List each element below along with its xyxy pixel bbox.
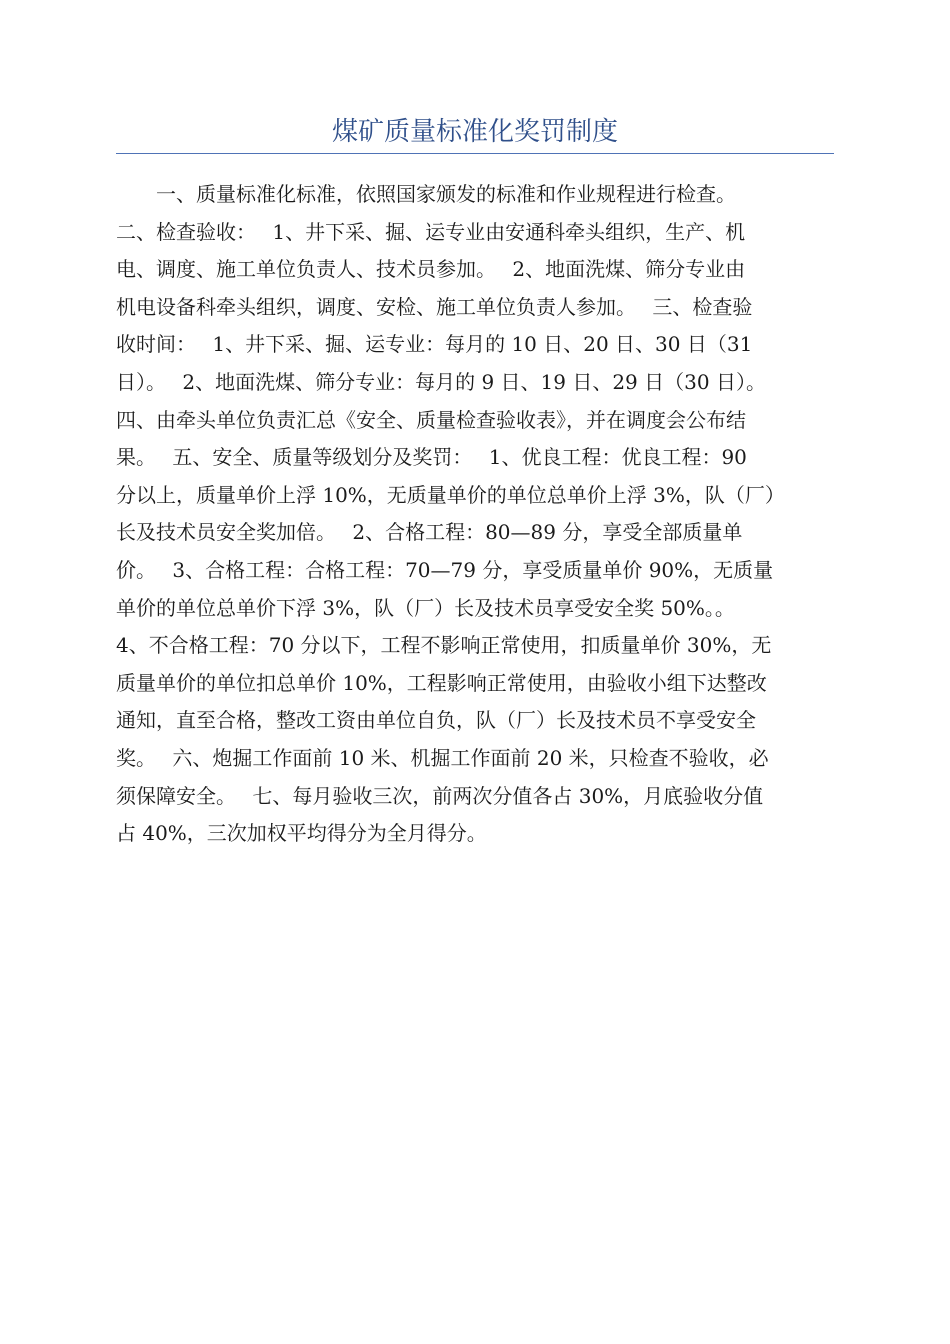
page-title: 煤矿质量标准化奖罚制度 — [331, 117, 618, 147]
text-line: 分以上，质量单价上浮 10%，无质量单价的单位总单价上浮 3%，队（厂） — [116, 482, 785, 507]
text-line: 奖。 六、炮掘工作面前 10 米、机掘工作面前 20 米，只检查不验收，必 — [116, 745, 769, 770]
text-line: 质量单价的单位扣总单价 10%，工程影响正常使用，由验收小组下达整改 — [116, 670, 767, 695]
text-line: 一、质量标准化标准，依照国家颁发的标准和作业规程进行检查。 — [116, 182, 736, 206]
text-line: 须保障安全。 七、每月验收三次，前两次分值各占 30%，月底验收分值 — [116, 783, 764, 808]
text-line: 收时间： 1、井下采、掘、运专业：每月的 10 日、20 日、30 日（31 — [116, 332, 753, 357]
text-line: 四、由牵头单位负责汇总《安全、质量检查验收表》，并在调度会公布结 — [116, 407, 746, 432]
body-text — [116, 176, 834, 853]
text-line: 4、不合格工程：70 分以下，工程不影响正常使用，扣质量单价 30%，无 — [116, 633, 772, 658]
text-line: 果。 五、安全、质量等级划分及奖罚： 1、优良工程：优良工程：90 — [116, 445, 747, 470]
text-line: 价。 3、合格工程：合格工程：70—79 分，享受质量单价 90%，无质量 — [116, 557, 774, 582]
text-line: 占 40%，三次加权平均得分为全月得分。 — [116, 821, 487, 846]
text-line: 日）。 2、地面洗煤、筛分专业：每月的 9 日、19 日、29 日（30 日）。 — [116, 369, 766, 394]
text-line: 长及技术员安全奖加倍。 2、合格工程：80—89 分，享受全部质量单 — [116, 520, 743, 545]
title-divider — [116, 153, 834, 154]
text-line: 机电设备科牵头组织，调度、安检、施工单位负责人参加。 三、检查验 — [116, 294, 753, 319]
text-line: 电、调度、施工单位负责人、技术员参加。 2、地面洗煤、筛分专业由 — [116, 257, 746, 282]
text-line: 通知，直至合格，整改工资由单位自负，队（厂）长及技术员不享受安全 — [116, 708, 756, 733]
text-line: 二、检查验收： 1、井下采、掘、运专业由安通科牵头组织，生产、机 — [116, 219, 746, 244]
text-line: 单价的单位总单价下浮 3%，队（厂）长及技术员享受安全奖 50%。。 — [116, 595, 735, 620]
